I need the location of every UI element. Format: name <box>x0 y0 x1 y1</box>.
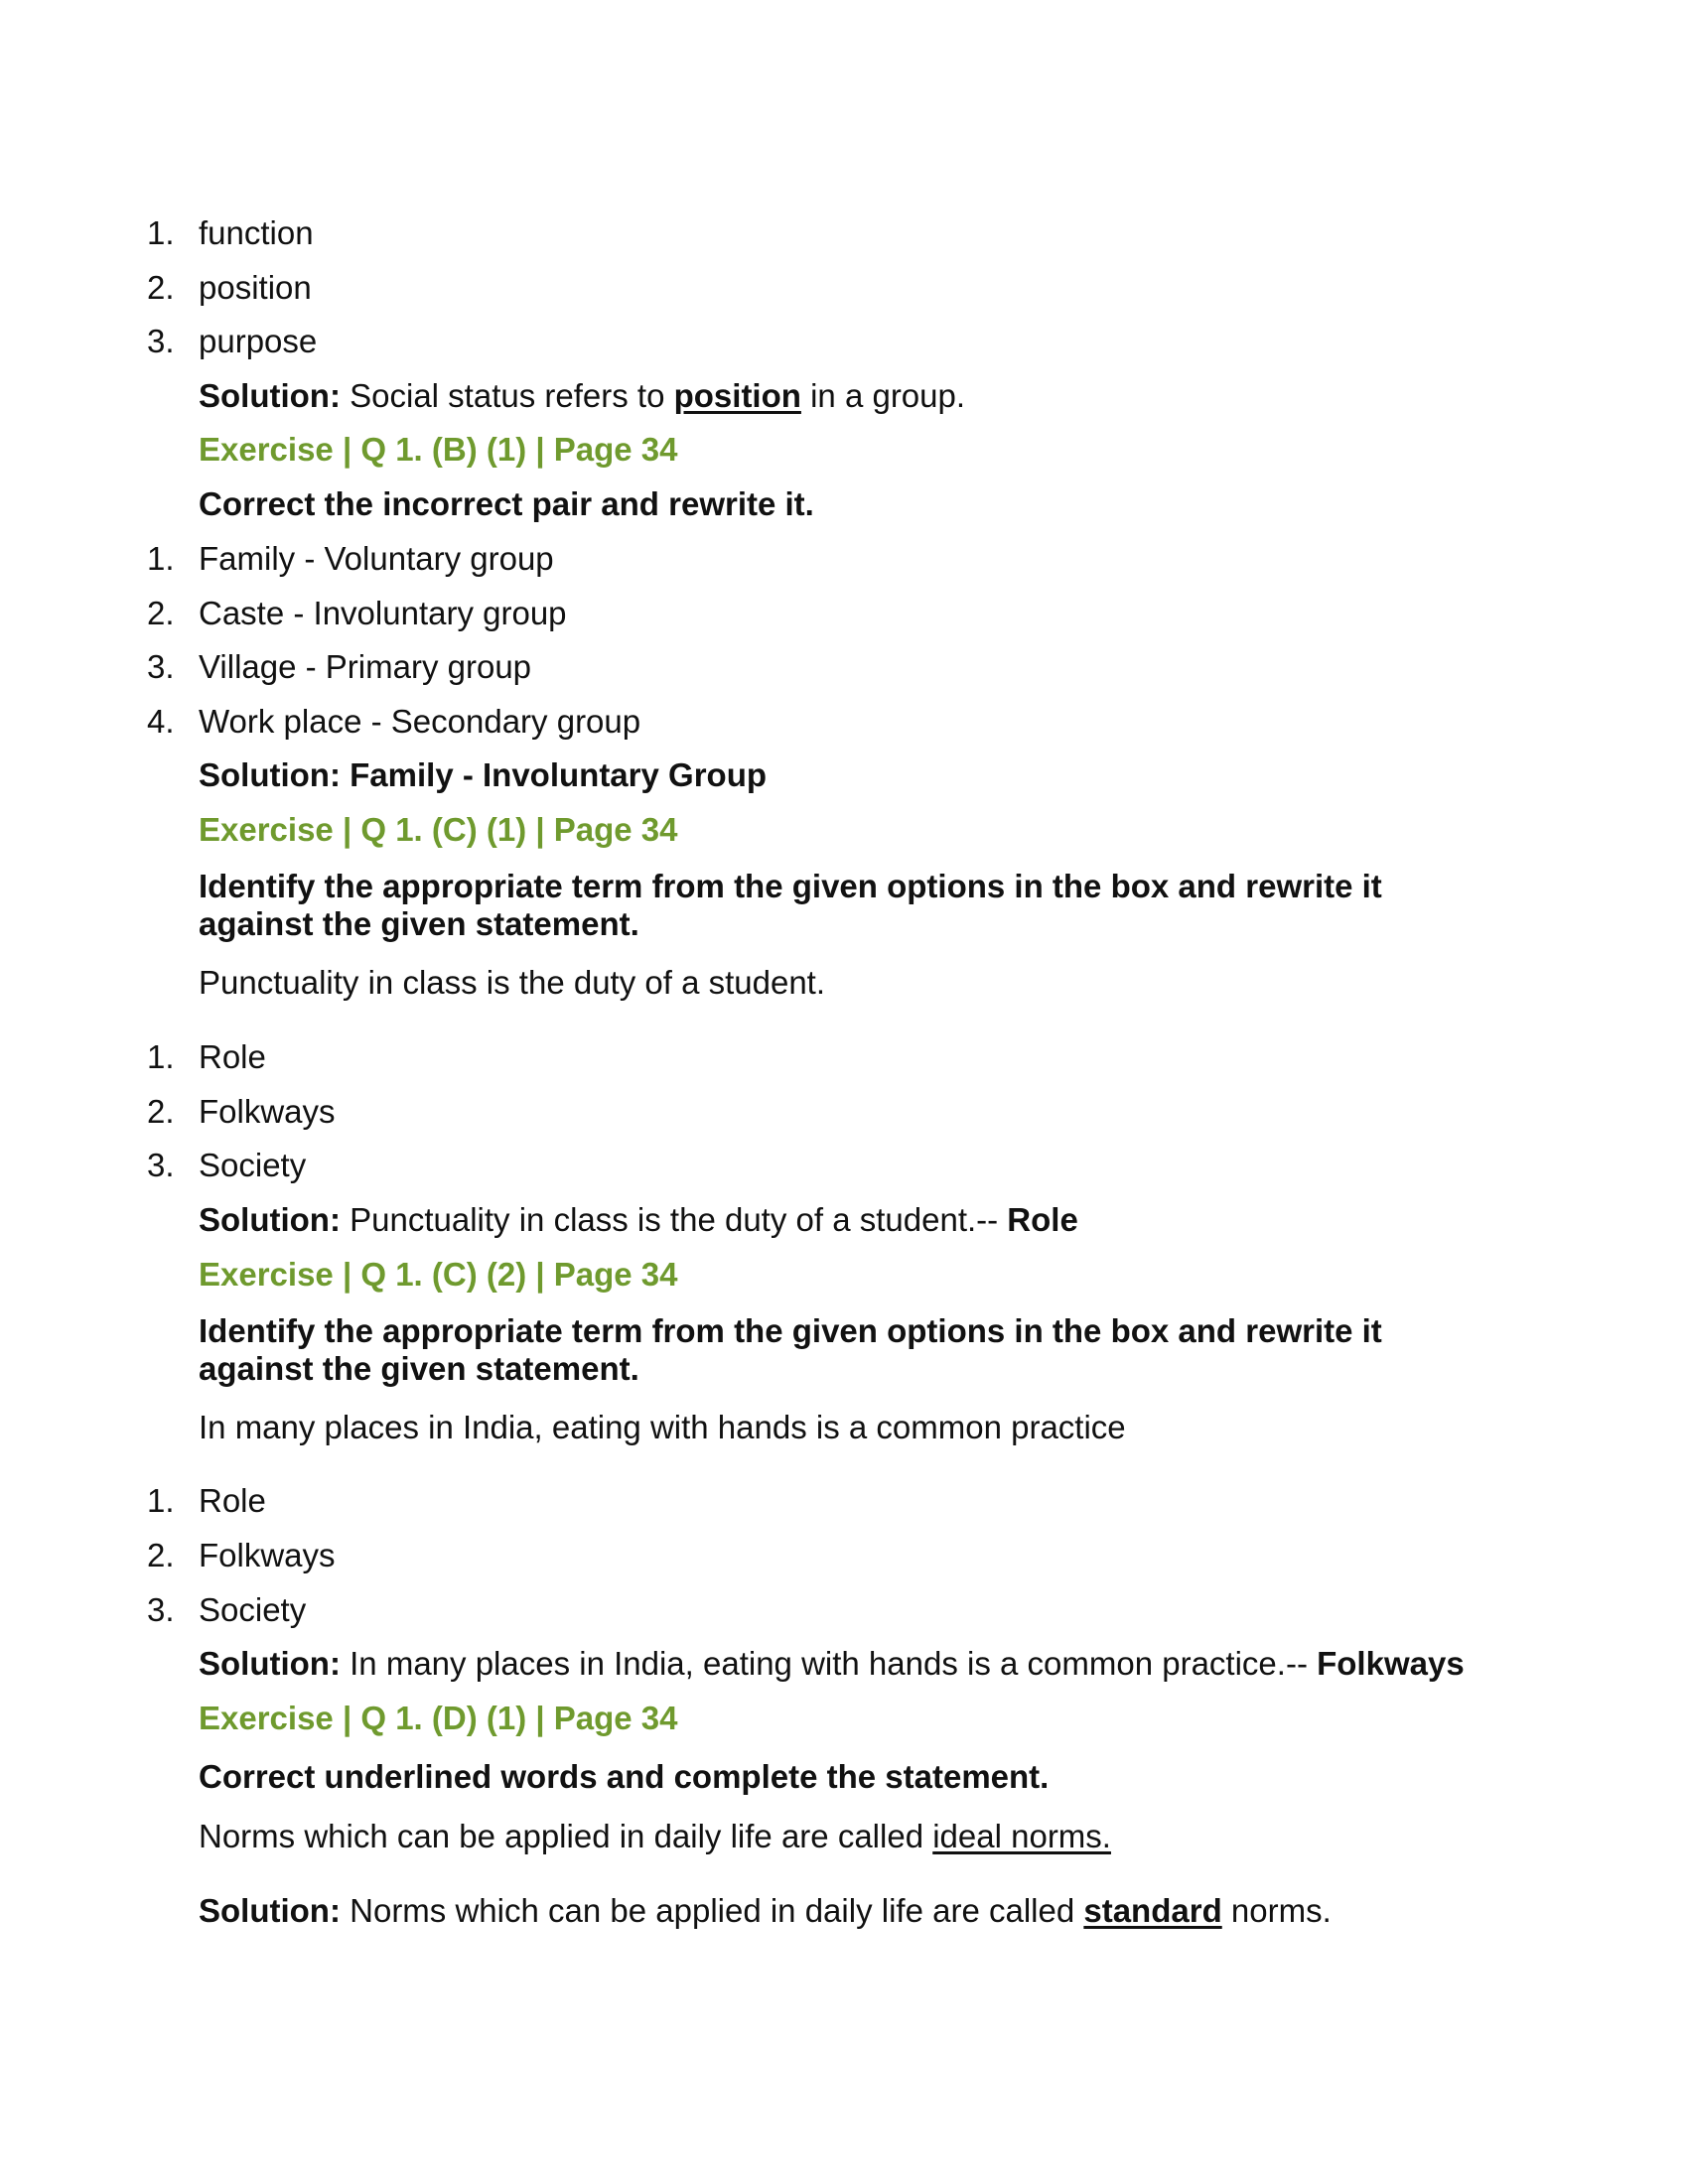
solution-text: norms. <box>1221 1892 1332 1929</box>
list-number: 3. <box>147 648 175 685</box>
list-number: 2. <box>147 1093 175 1130</box>
question-text: Identify the appropriate term from the given options in the box and rewrite it against the given statement. <box>199 868 1382 942</box>
exercise-heading: Exercise | Q 1. (C) (2) | Page 34 <box>199 1256 678 1293</box>
exercise-heading: Exercise | Q 1. (B) (1) | Page 34 <box>199 431 678 468</box>
option-item: Caste - Involuntary group <box>199 595 567 631</box>
option-item: function <box>199 214 314 251</box>
question-text: Correct underlined words and complete the statement. <box>199 1758 1050 1795</box>
solution-text: Social status refers to <box>340 377 674 414</box>
solution-text: Norms which can be applied in daily life are called <box>340 1892 1084 1929</box>
option-item: Family - Voluntary group <box>199 540 554 577</box>
solution-label: Solution: <box>199 377 341 414</box>
solution-label: Solution: <box>199 1201 341 1238</box>
option-item: position <box>199 269 312 306</box>
statement-text <box>199 1817 1111 1856</box>
solution-line <box>199 1891 1332 1931</box>
list-number: 2. <box>147 1537 175 1573</box>
solution-label: Solution: <box>199 1892 341 1929</box>
list-number: 3. <box>147 1591 175 1628</box>
option-item: Society <box>199 1591 307 1628</box>
option-item: Role <box>199 1482 266 1519</box>
solution-answer: Folkways <box>1317 1645 1465 1682</box>
exercise-heading: Exercise | Q 1. (D) (1) | Page 34 <box>199 1700 678 1736</box>
option-item: purpose <box>199 323 318 359</box>
statement-text: Punctuality in class is the duty of a student. <box>199 964 826 1001</box>
solution-line <box>199 376 965 416</box>
list-number: 3. <box>147 1147 175 1183</box>
statement-part: Norms which can be applied in daily life are called <box>199 1818 933 1854</box>
statement-text: In many places in India, eating with hands is a common practice <box>199 1409 1126 1445</box>
option-item: Folkways <box>199 1537 336 1573</box>
option-item: Work place - Secondary group <box>199 703 641 740</box>
solution-answer: Role <box>1007 1201 1078 1238</box>
question-text: Correct the incorrect pair and rewrite it. <box>199 485 814 522</box>
solution-answer: standard <box>1083 1892 1222 1929</box>
option-item: Folkways <box>199 1093 336 1130</box>
solution-line <box>199 1200 1078 1240</box>
solution-text: In many places in India, eating with hands is a common practice.-- <box>340 1645 1318 1682</box>
solution-line <box>199 1644 1465 1684</box>
option-item: Village - Primary group <box>199 648 532 685</box>
list-number: 1. <box>147 1482 175 1519</box>
list-number: 1. <box>147 214 175 251</box>
list-number: 2. <box>147 595 175 631</box>
solution-text: in a group. <box>800 377 966 414</box>
underlined-words: ideal norms. <box>932 1818 1111 1854</box>
list-number: 1. <box>147 1038 175 1075</box>
list-number: 2. <box>147 269 175 306</box>
exercise-heading: Exercise | Q 1. (C) (1) | Page 34 <box>199 811 678 848</box>
solution-label: Solution: <box>199 1645 341 1682</box>
solution-text: Punctuality in class is the duty of a student.-- <box>340 1201 1008 1238</box>
solution-line: Solution: Family - Involuntary Group <box>199 756 768 793</box>
list-number: 3. <box>147 323 175 359</box>
list-number: 1. <box>147 540 175 577</box>
list-number: 4. <box>147 703 175 740</box>
question-text: Identify the appropriate term from the given options in the box and rewrite it against the given statement. <box>199 1312 1382 1387</box>
option-item: Society <box>199 1147 307 1183</box>
option-item: Role <box>199 1038 266 1075</box>
solution-answer: position <box>673 377 801 414</box>
